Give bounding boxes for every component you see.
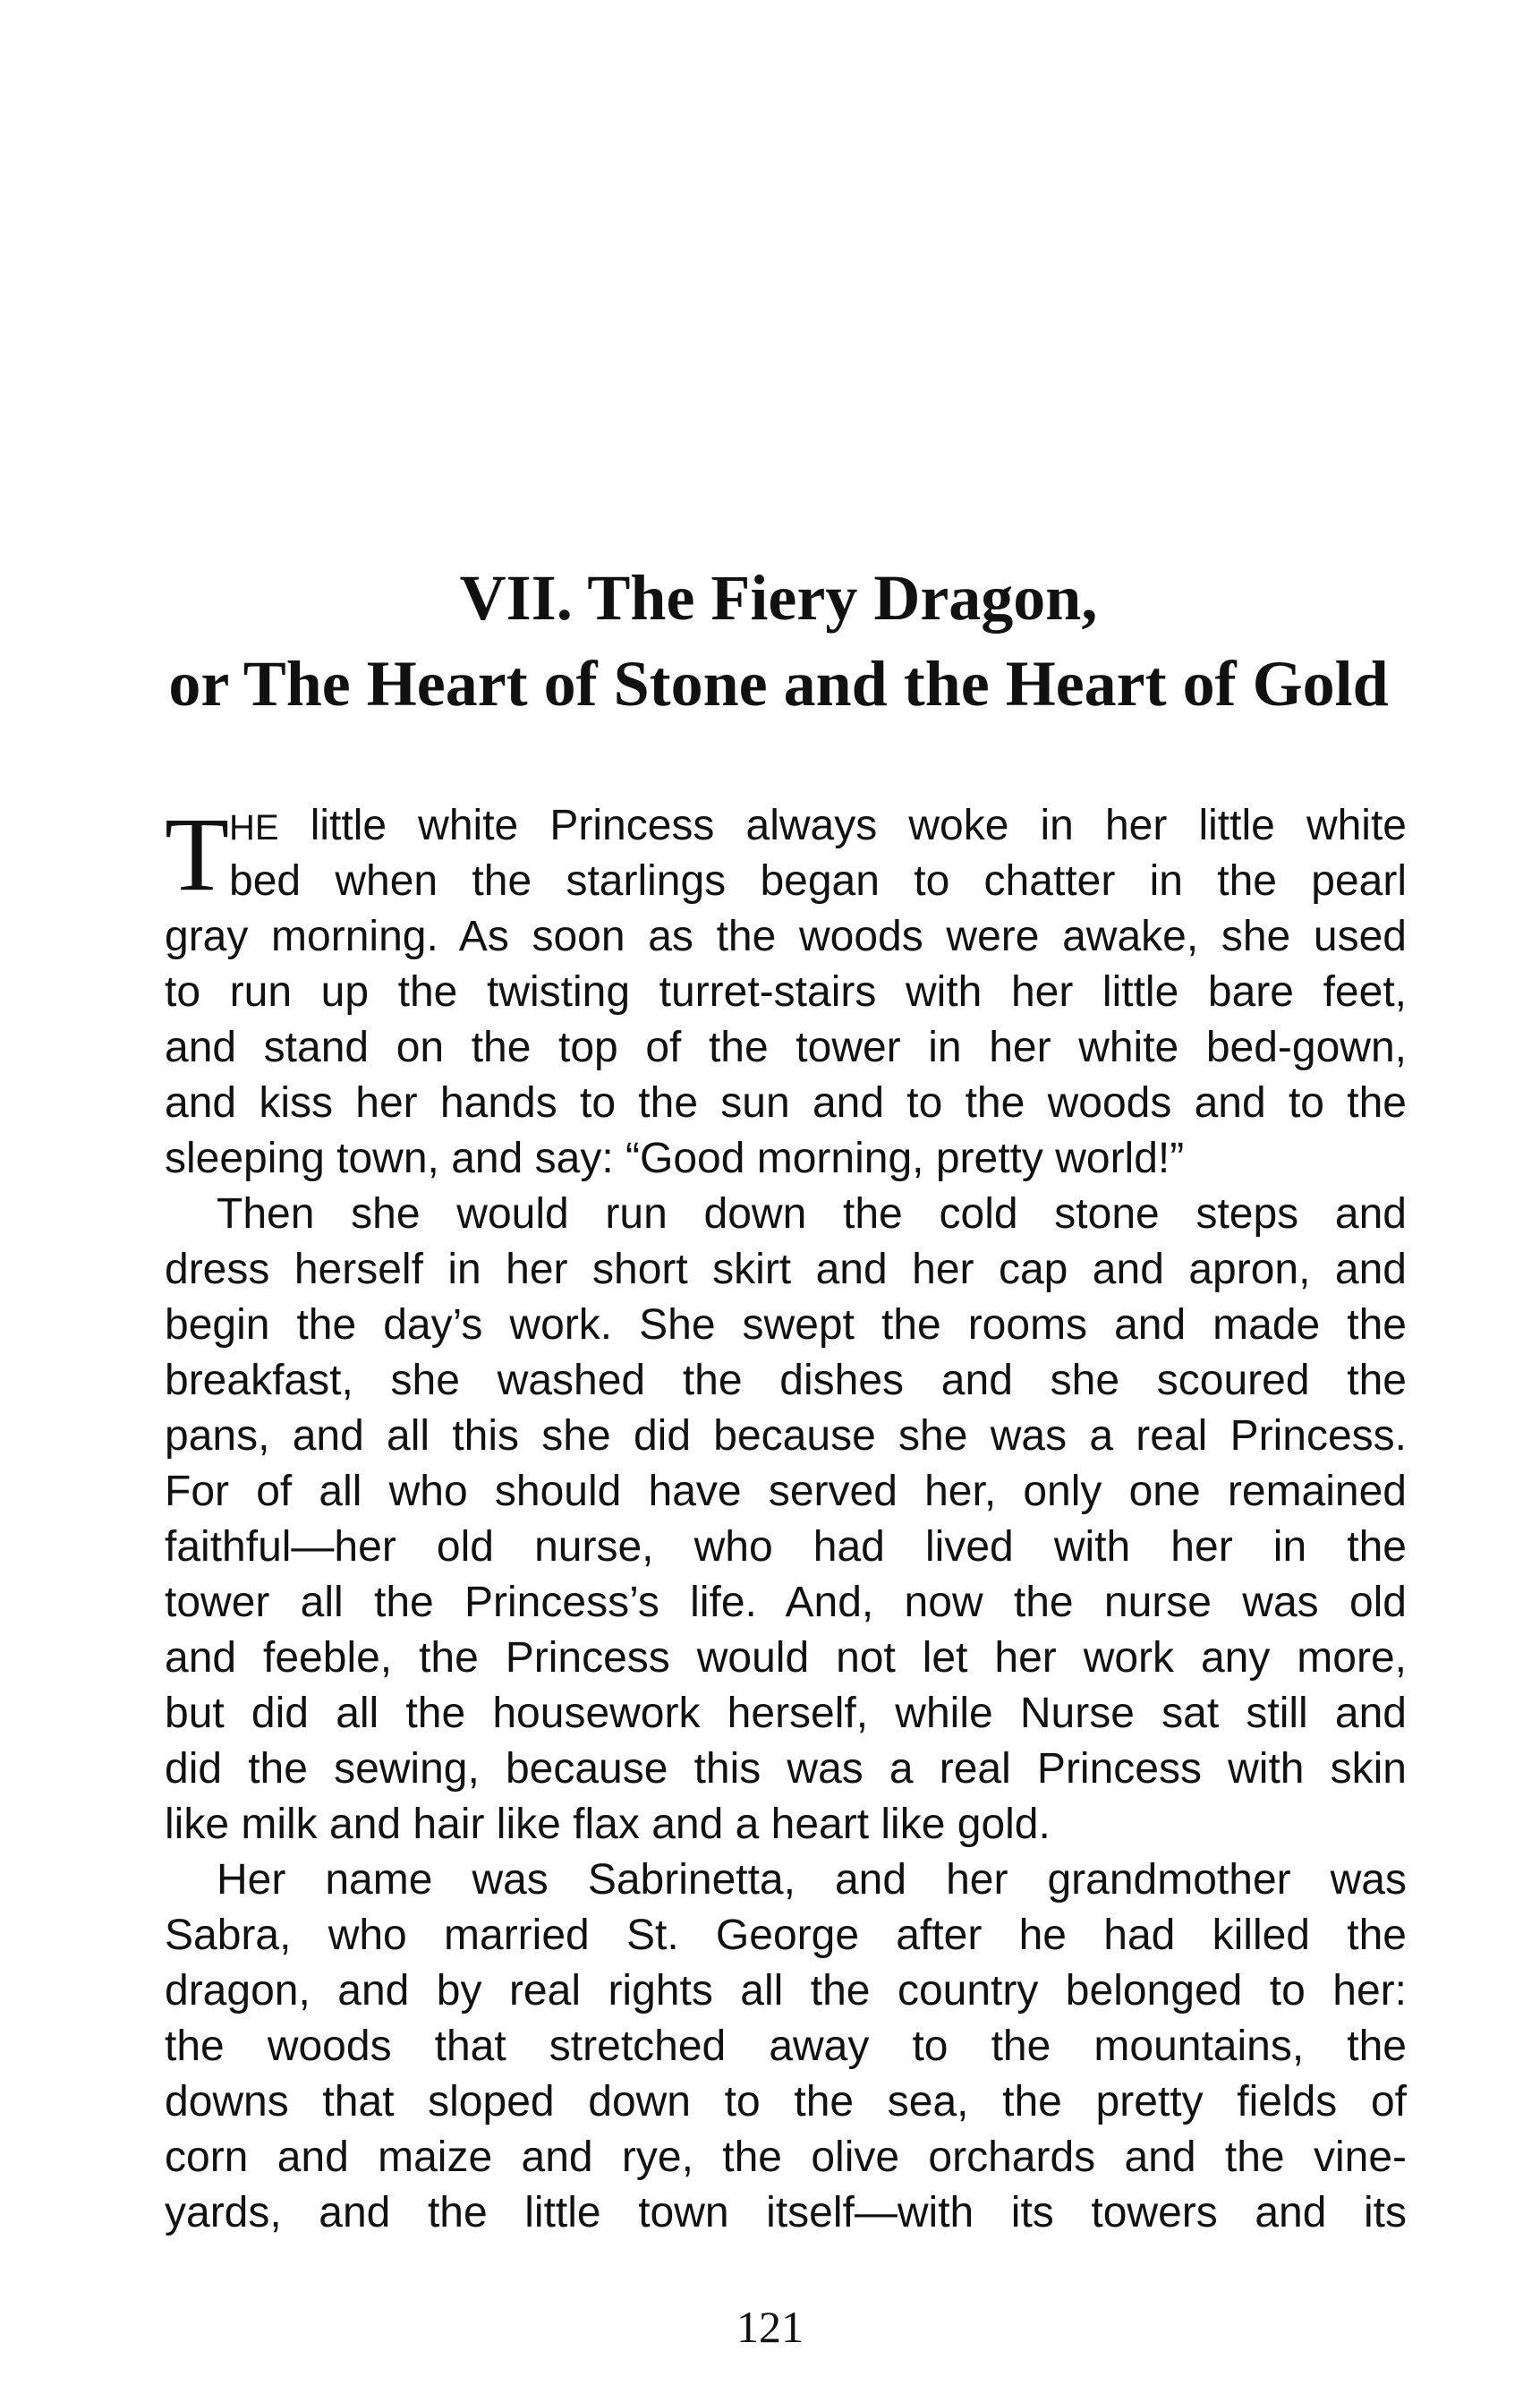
chapter-body (165, 798, 1407, 2241)
text-line: Then she would run down the cold stone steps and (217, 1190, 1407, 1238)
text-line: corn and maize and rye, the olive orchards and the vine- (165, 2134, 1407, 2181)
text-line: and kiss her hands to the sun and to the woods and to the (165, 1079, 1407, 1127)
text-line: did the sewing, because this was a real Princess with skin (165, 1745, 1407, 1793)
paragraph-1 (165, 798, 1407, 1187)
text-line: and stand on the top of the tower in her white bed-gown, (165, 1024, 1407, 1071)
text-line: little white Princess always woke in her little white (278, 802, 1407, 849)
text-line: dragon, and by real rights all the country belonged to her: (165, 1967, 1407, 2014)
text-line: breakfast, she washed the dishes and she scoured the (165, 1357, 1407, 1404)
text-line: to run up the twisting turret-stairs with her little bare feet, (165, 968, 1407, 1016)
text-line: yards, and the little town itself—with its towers and its (165, 2189, 1407, 2236)
text-line: Sabra, who married St. George after he had killed the (165, 1912, 1407, 1959)
text-line: begin the day’s work. She swept the rooms and made the (165, 1301, 1407, 1349)
text-line: faithful—her old nurse, who had lived with her in the (165, 1523, 1407, 1571)
text-line: but did all the housework herself, while Nurse sat still and (165, 1690, 1407, 1737)
chapter-title-line-2: or The Heart of Stone and the Heart of Gold (168, 648, 1389, 720)
chapter-title (161, 555, 1396, 727)
text-line: gray morning. As soon as the woods were awake, she used (165, 913, 1407, 960)
paragraph-2 (165, 1187, 1407, 1853)
chapter-title-line-1: VII. The Fiery Dragon, (459, 562, 1098, 634)
text-line: and feeble, the Princess would not let her work any more, (165, 1634, 1407, 1682)
text-line: dress herself in her short skirt and her cap and apron, and (165, 1246, 1407, 1293)
text-line: like milk and hair like flax and a heart like gold. (165, 1801, 1051, 1848)
text-line: sleeping town, and say: “Good morning, pretty world!” (165, 1135, 1185, 1182)
text-line: Her name was Sabrinetta, and her grandmother was (217, 1856, 1407, 1904)
text-line: pans, and all this she did because she was a real Princess. (165, 1412, 1407, 1460)
page-number: 121 (736, 2302, 804, 2352)
text-line: tower all the Princess’s life. And, now the nurse was old (165, 1579, 1407, 1626)
drop-cap-letter: T (165, 796, 230, 913)
first-word-rest: HE (229, 808, 279, 848)
paragraph-3 (165, 1853, 1407, 2241)
text-line: bed when the starlings began to chatter in the pearl (229, 857, 1407, 905)
text-line: For of all who should have served her, only one remained (165, 1468, 1407, 1515)
text-line: the woods that stretched away to the mountains, the (165, 2023, 1407, 2070)
text-line: downs that sloped down to the sea, the pretty fields of (165, 2078, 1407, 2125)
